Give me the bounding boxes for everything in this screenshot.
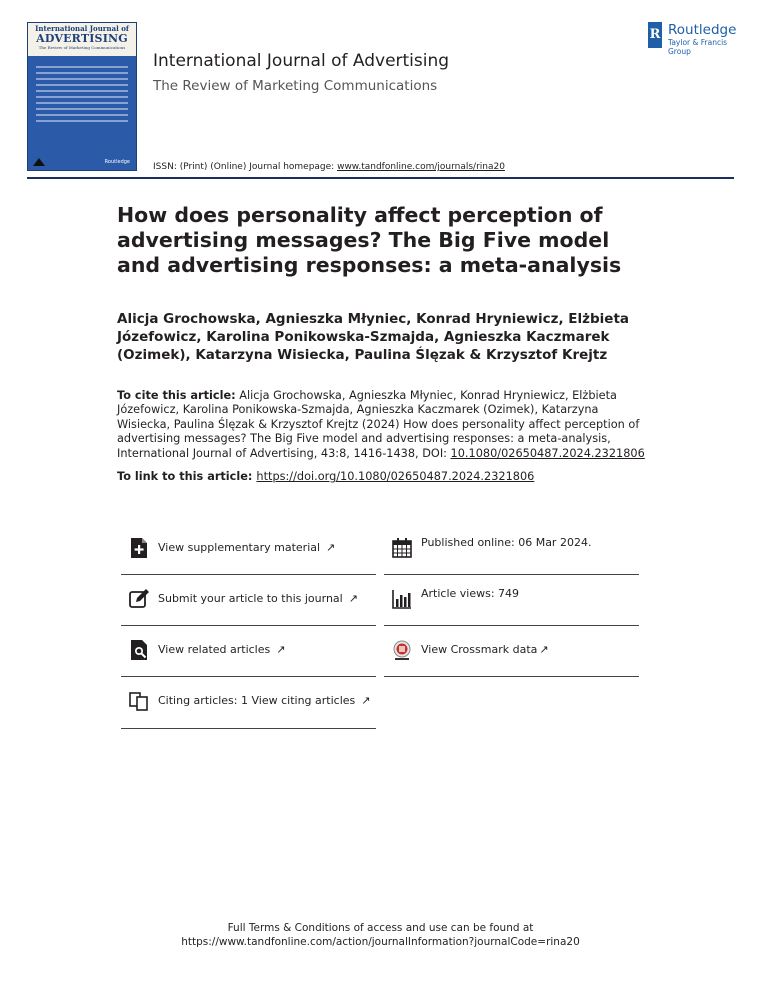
issn-prefix: ISSN: (Print) (Online) Journal homepage: — [153, 162, 338, 172]
article-link-line — [117, 470, 534, 483]
submit-label: Submit your article to this journal ↗ — [158, 592, 358, 605]
crossmark-icon — [392, 640, 412, 660]
external-link-icon: ↗ — [348, 592, 358, 605]
citation-block — [117, 389, 647, 461]
document-search-icon — [129, 640, 149, 660]
header-divider — [27, 177, 734, 179]
published-label: Published online: 06 Mar 2024. — [421, 536, 592, 549]
citation-doi-link[interactable]: 10.1080/02650487.2024.2321806 — [450, 446, 645, 460]
crossmark-link[interactable] — [384, 626, 639, 676]
supplementary-material-link[interactable] — [121, 524, 376, 574]
cover-masthead — [28, 23, 136, 56]
crossmark-label: View Crossmark data ↗ — [421, 643, 549, 656]
external-link-icon: ↗ — [361, 694, 371, 707]
footer — [0, 921, 761, 949]
footer-terms: Full Terms & Conditions of access and use can be found at — [227, 922, 534, 934]
divider — [121, 728, 376, 729]
citing-label: Citing articles: 1 View citing articles ↗ — [158, 694, 371, 707]
cover-title-small: International Journal of — [35, 24, 129, 33]
routledge-r-icon: R — [648, 22, 662, 48]
external-link-icon: ↗ — [326, 541, 336, 554]
publisher-name: Routledge — [668, 22, 737, 38]
cover-logo-icon — [33, 158, 45, 166]
cover-publisher: Routledge — [104, 159, 130, 165]
journal-cover — [27, 22, 137, 171]
submit-article-link[interactable] — [121, 575, 376, 625]
publisher-logo — [648, 22, 743, 56]
issn-line — [153, 162, 505, 172]
supplementary-label: View supplementary material ↗ — [158, 541, 336, 554]
cover-contents-lines — [28, 56, 136, 132]
document-plus-icon — [129, 538, 149, 558]
external-link-icon: ↗ — [276, 643, 286, 656]
publisher-group: Taylor & Francis Group — [668, 38, 728, 56]
journal-title: International Journal of Advertising — [153, 51, 450, 71]
published-date — [384, 524, 639, 574]
documents-icon — [129, 691, 149, 711]
footer-url[interactable]: https://www.tandfonline.com/action/journalInformation?journalCode=rina20 — [181, 936, 580, 948]
article-authors: Alicja Grochowska, Agnieszka Młyniec, Konrad Hryniewicz, Elżbieta Józefowicz, Karolina Ponikowska-Szmajda, Agnieszka Kaczmarek (Ozimek), Katarzyna Wisiecka, Paulina Ślęzak & Krzysztof Krejtz — [117, 311, 630, 363]
citation-label: To cite this article: — [117, 389, 236, 402]
article-views — [384, 575, 639, 625]
cover-subtitle: The Review of Marketing Communications — [38, 45, 126, 50]
citation-text: Alicja Grochowska, Agnieszka Młyniec, Konrad Hryniewicz, Elżbieta Józefowicz, Karolina Ponikowska-Szmajda, Agnieszka Kaczmarek (Ozimek), Katarzyna Wisiecka, Paulina Ślęzak & Krzysztof Krejtz (2024) How does personality affect perception of advertising messages? The Big Five model and advertising responses: a meta-analysis, International Journal of Advertising, 43:8, 1416-1438, DOI: — [117, 389, 640, 460]
external-link-icon: ↗ — [539, 643, 549, 656]
divider — [384, 676, 639, 677]
article-doi-link[interactable]: https://doi.org/10.1080/02650487.2024.2321806 — [256, 470, 535, 483]
journal-subtitle: The Review of Marketing Communications — [153, 78, 438, 94]
related-articles-link[interactable] — [121, 626, 376, 676]
citing-articles-link[interactable] — [121, 677, 376, 727]
calendar-icon — [392, 538, 412, 558]
edit-icon — [129, 589, 149, 609]
journal-homepage-link[interactable]: www.tandfonline.com/journals/rina20 — [337, 162, 505, 172]
related-label: View related articles ↗ — [158, 643, 286, 656]
article-title: How does personality affect perception of advertising messages? The Big Five model and advertising responses: a meta-analysis — [117, 203, 622, 277]
link-label: To link to this article: — [117, 470, 253, 483]
bar-chart-icon — [392, 589, 412, 609]
views-label: Article views: 749 — [421, 587, 520, 600]
cover-title-big: ADVERTISING — [36, 32, 128, 45]
